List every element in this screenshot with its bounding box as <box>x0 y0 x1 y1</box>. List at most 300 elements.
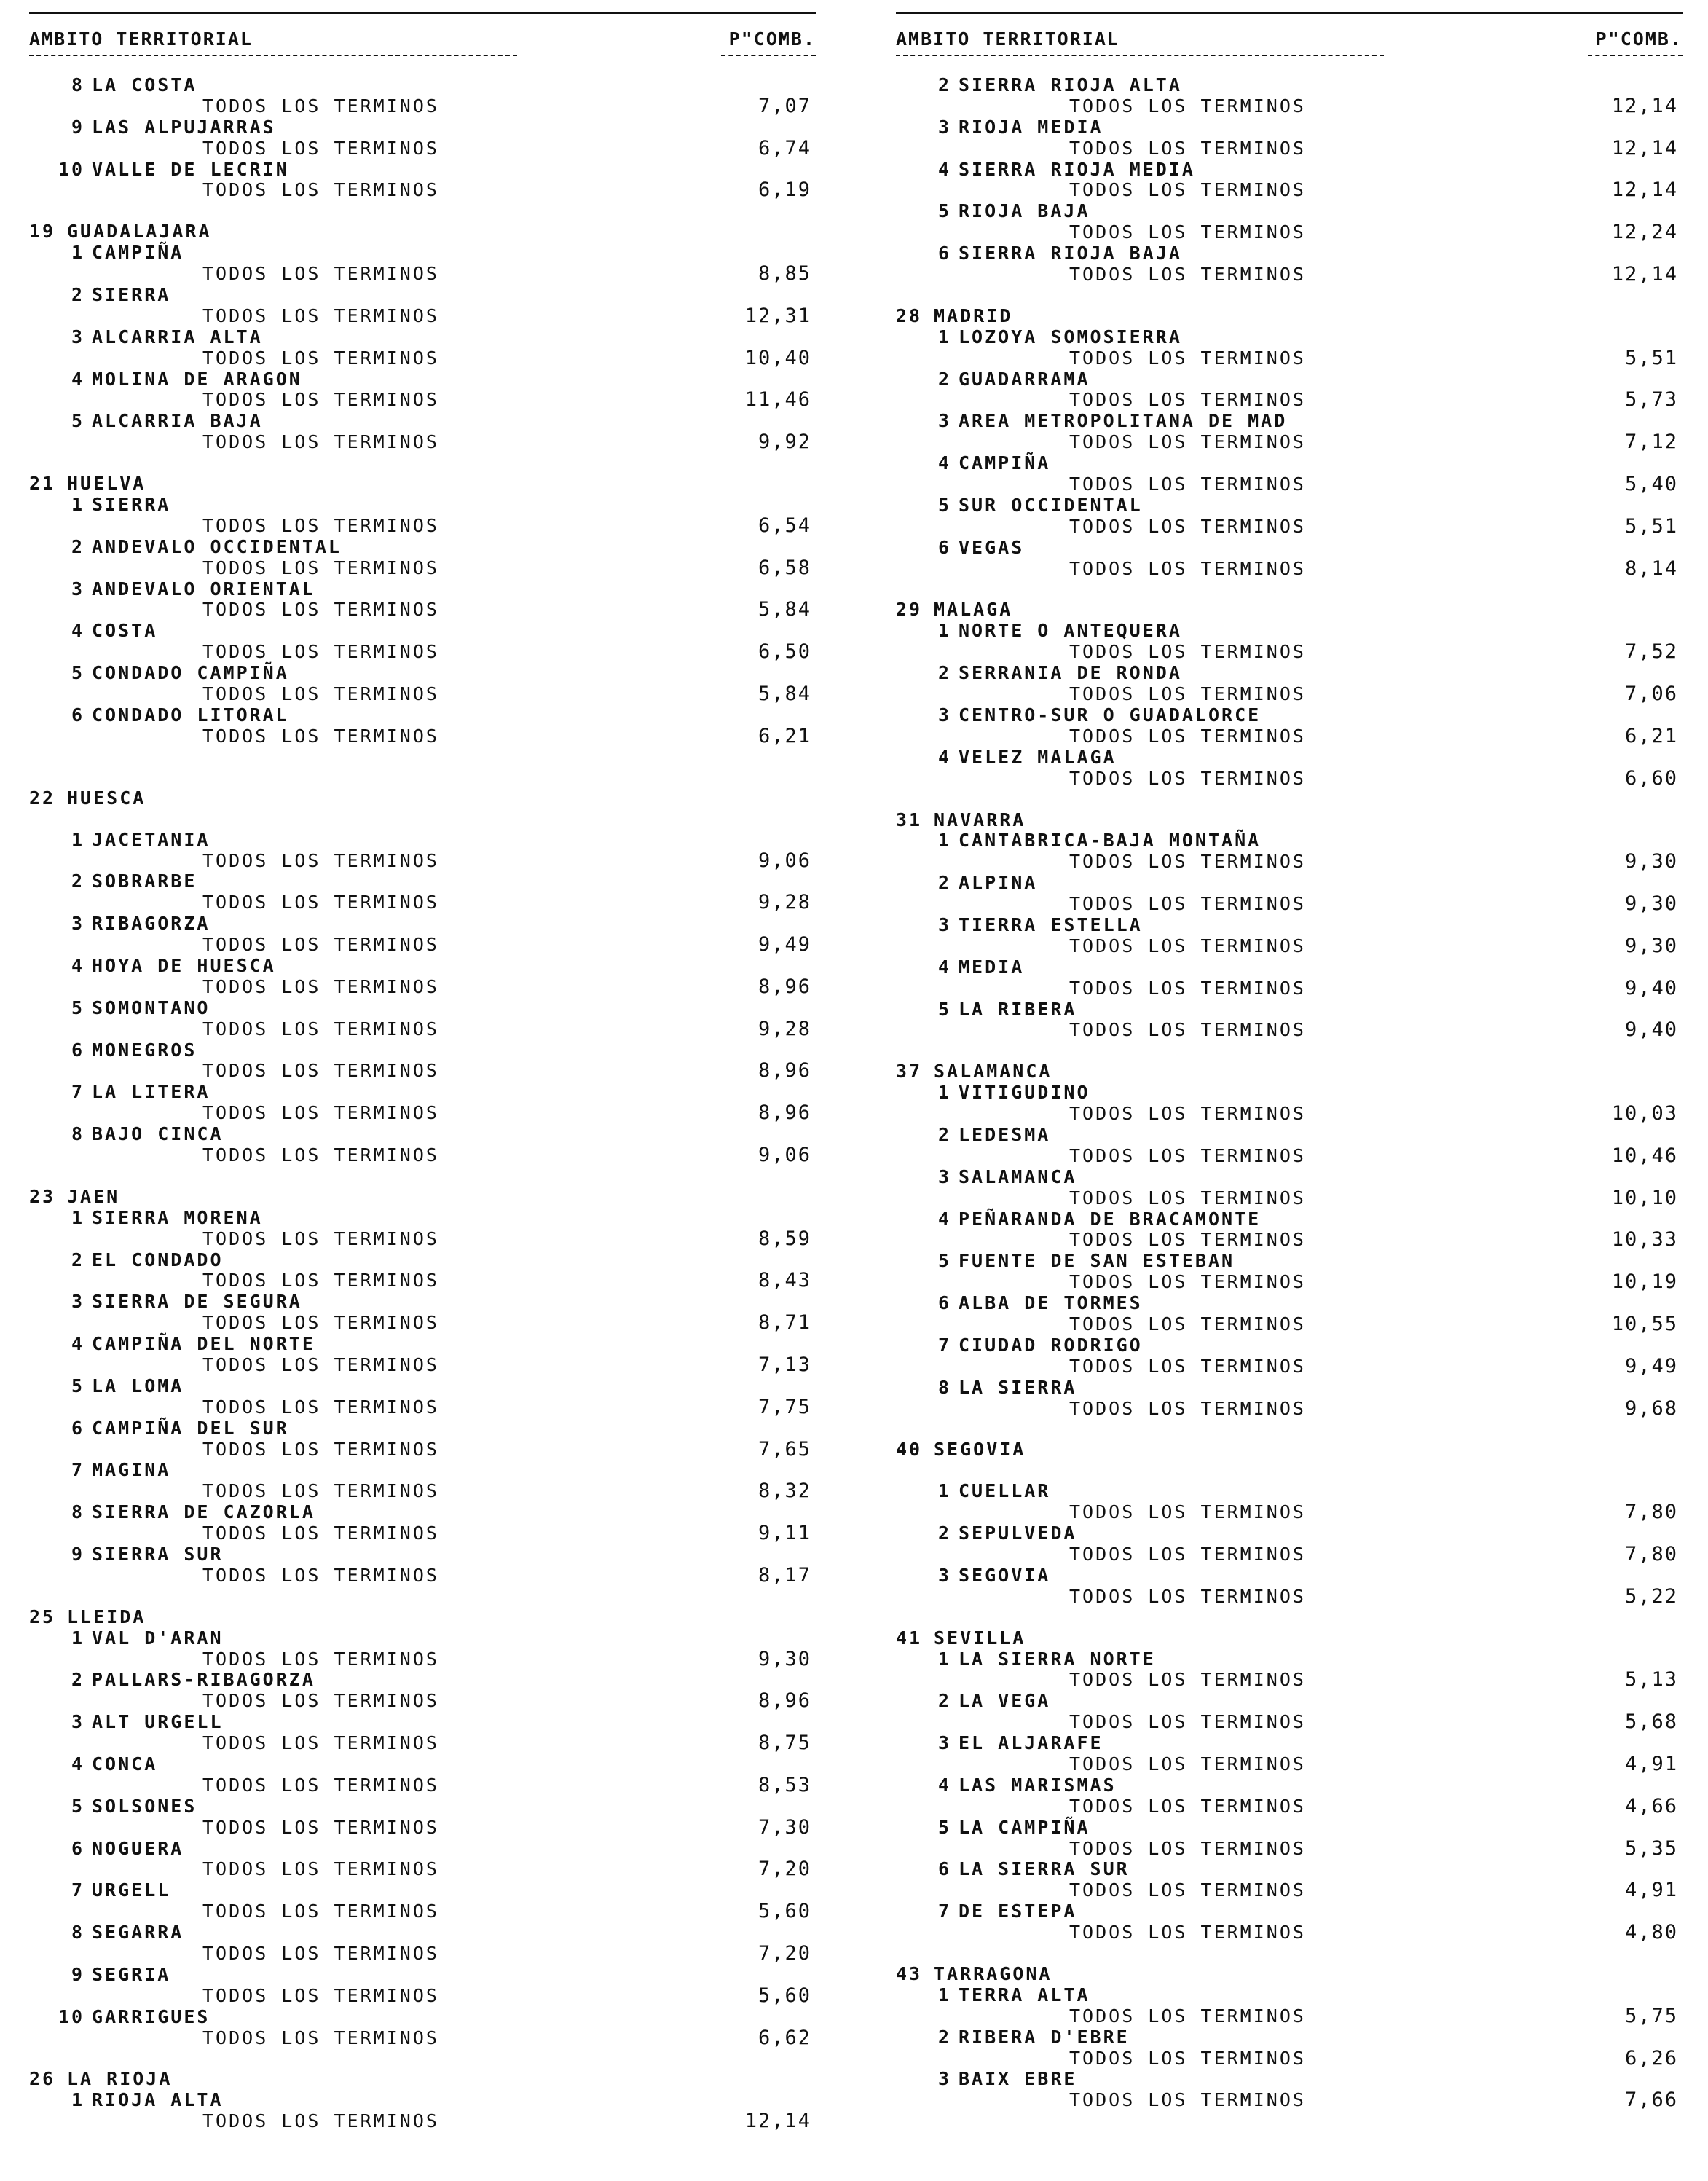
terminos-row <box>896 138 1683 160</box>
province-row <box>896 1061 1683 1082</box>
comarca-name: TERRA ALTA <box>959 1984 1090 2005</box>
terminos-label: TODOS LOS TERMINOS <box>1069 264 1306 286</box>
comarca-row <box>29 1839 816 1860</box>
terminos-row <box>896 1272 1683 1293</box>
comarca-name: SIERRA DE SEGURA <box>92 1291 302 1313</box>
comarca-row <box>896 1901 1683 1922</box>
terminos-row <box>29 1439 816 1461</box>
terminos-label: TODOS LOS TERMINOS <box>1069 515 1306 537</box>
pcomb-value: 7,80 <box>1624 1501 1678 1524</box>
comarca-name: VAL D'ARAN <box>92 1627 224 1648</box>
comarca-name: MAGINA <box>92 1459 171 1481</box>
terminos-label: TODOS LOS TERMINOS <box>1069 431 1306 453</box>
spacer <box>29 201 816 221</box>
terminos-label: TODOS LOS TERMINOS <box>202 1353 439 1375</box>
comarca-code: 5 <box>71 1375 84 1396</box>
comarca-name: LA COSTA <box>92 74 197 95</box>
comarca-name: ALT URGELL <box>92 1711 224 1733</box>
terminos-label: TODOS LOS TERMINOS <box>202 2110 439 2132</box>
terminos-label: TODOS LOS TERMINOS <box>1069 2047 1306 2069</box>
comarca-code: 4 <box>937 956 951 978</box>
terminos-label: TODOS LOS TERMINOS <box>1069 1544 1306 1565</box>
comarca-code: 3 <box>937 913 951 935</box>
terminos-row <box>29 1815 816 1839</box>
pcomb-value: 6,50 <box>757 640 811 664</box>
province-code: 43 <box>896 1963 923 1985</box>
comarca-name: ALCARRIA ALTA <box>92 326 263 347</box>
comarca-row <box>29 117 816 138</box>
comarca-name: SOLSONES <box>92 1795 197 1817</box>
pcomb-value: 9,30 <box>757 1647 811 1670</box>
terminos-label: TODOS LOS TERMINOS <box>202 431 439 453</box>
terminos-row <box>29 935 816 956</box>
terminos-label: TODOS LOS TERMINOS <box>1069 1313 1306 1335</box>
header-pcomb: P"COMB. <box>728 28 816 50</box>
comarca-code: 6 <box>937 536 951 558</box>
comarca-row <box>896 1691 1683 1712</box>
comarca-row <box>29 1502 816 1523</box>
pcomb-value: 6,19 <box>757 178 811 202</box>
comarca-code: 1 <box>937 1984 951 2005</box>
comarca-code: 3 <box>937 410 951 432</box>
comarca-code: 9 <box>71 1544 84 1565</box>
comarca-row <box>896 1293 1683 1314</box>
terminos-row <box>29 2028 816 2049</box>
comarca-code: 1 <box>937 1082 951 1104</box>
terminos-row <box>29 1944 816 1965</box>
terminos-label: TODOS LOS TERMINOS <box>202 1018 439 1040</box>
terminos-label: TODOS LOS TERMINOS <box>1069 767 1306 789</box>
comarca-row <box>29 1040 816 1061</box>
terminos-row <box>896 1314 1683 1335</box>
terminos-label: TODOS LOS TERMINOS <box>1069 137 1306 159</box>
pcomb-value: 10,10 <box>1611 1186 1678 1209</box>
comarca-row <box>896 1378 1683 1399</box>
terminos-row <box>29 1019 816 1040</box>
terminos-label: TODOS LOS TERMINOS <box>1069 1501 1306 1523</box>
comarca-name: VALLE DE LECRIN <box>92 158 289 180</box>
terminos-label: TODOS LOS TERMINOS <box>202 347 439 369</box>
terminos-row <box>29 1397 816 1418</box>
province-row <box>29 221 816 243</box>
comarca-name: JACETANIA <box>92 828 210 850</box>
comarca-code: 4 <box>71 954 84 976</box>
comarca-name: EL CONDADO <box>92 1249 224 1270</box>
comarca-name: SIERRA RIOJA BAJA <box>959 243 1182 264</box>
terminos-row <box>29 306 816 327</box>
pcomb-value: 12,14 <box>1611 136 1678 160</box>
pcomb-value: 8,96 <box>757 1059 811 1082</box>
comarca-name: LA SIERRA <box>959 1376 1077 1398</box>
terminos-label: TODOS LOS TERMINOS <box>1069 389 1306 411</box>
comarca-code: 1 <box>937 830 951 852</box>
pcomb-value: 12,14 <box>1611 178 1678 202</box>
comarca-name: MEDIA <box>959 956 1025 978</box>
comarca-row <box>29 1376 816 1397</box>
comarca-code: 1 <box>71 1206 84 1228</box>
comarca-row <box>896 1125 1683 1146</box>
comarca-row <box>896 327 1683 348</box>
terminos-label: TODOS LOS TERMINOS <box>202 263 439 285</box>
terminos-row <box>896 180 1683 201</box>
comarca-name: RIBERA D'EBRE <box>959 2026 1130 2048</box>
pcomb-value: 8,53 <box>757 1773 811 1796</box>
terminos-row <box>896 894 1683 915</box>
terminos-label: TODOS LOS TERMINOS <box>202 934 439 956</box>
comarca-name: LA LOMA <box>92 1375 184 1396</box>
terminos-row <box>29 1986 816 2007</box>
terminos-row <box>29 600 816 621</box>
comarca-code: 6 <box>71 1417 84 1439</box>
province-name: SEVILLA <box>934 1627 1026 1648</box>
comarca-row <box>896 1251 1683 1272</box>
terminos-label: TODOS LOS TERMINOS <box>1069 1144 1306 1166</box>
comarca-row <box>29 495 816 516</box>
terminos-row <box>896 516 1683 538</box>
pcomb-value: 4,91 <box>1624 1879 1678 1902</box>
comarca-code: 2 <box>71 284 84 306</box>
terminos-row <box>29 1270 816 1292</box>
pcomb-value: 10,46 <box>1611 1144 1678 1167</box>
terminos-row <box>29 348 816 369</box>
comarca-row <box>29 1250 816 1271</box>
terminos-label: TODOS LOS TERMINOS <box>1069 1019 1306 1041</box>
terminos-row <box>896 978 1683 999</box>
comarca-code: 2 <box>937 872 951 894</box>
pcomb-value: 9,68 <box>1624 1396 1678 1420</box>
terminos-row <box>29 1355 816 1376</box>
pcomb-value: 12,24 <box>1611 221 1678 244</box>
province-name: SALAMANCA <box>934 1061 1052 1082</box>
comarca-code: 1 <box>937 1648 951 1670</box>
terminos-row <box>29 1481 816 1502</box>
comarca-code: 4 <box>937 1774 951 1796</box>
province-name: HUESCA <box>67 787 146 809</box>
comarca-row <box>29 1208 816 1229</box>
comarca-row <box>896 1523 1683 1544</box>
comarca-name: LA SIERRA SUR <box>959 1858 1130 1880</box>
comarca-row <box>29 2007 816 2028</box>
spacer <box>29 1166 816 1187</box>
terminos-row <box>896 1880 1683 1901</box>
comarca-code: 4 <box>71 368 84 390</box>
terminos-row <box>29 138 816 160</box>
comarca-row <box>29 285 816 306</box>
terminos-row <box>29 96 816 117</box>
province-name: GUADALAJARA <box>67 221 212 243</box>
terminos-row <box>896 1188 1683 1209</box>
comarca-row <box>29 998 816 1019</box>
comarca-row <box>896 538 1683 559</box>
terminos-row <box>896 2006 1683 2027</box>
pcomb-value: 6,26 <box>1624 2046 1678 2070</box>
comarca-name: LAS ALPUJARRAS <box>92 116 276 138</box>
terminos-row <box>29 684 816 705</box>
comarca-code: 5 <box>937 1816 951 1838</box>
terminos-label: TODOS LOS TERMINOS <box>202 1816 439 1838</box>
spacer <box>896 1461 1683 1481</box>
pcomb-value: 6,60 <box>1624 766 1678 790</box>
terminos-row <box>896 264 1683 286</box>
terminos-row <box>29 264 816 285</box>
comarca-code: 1 <box>937 620 951 642</box>
terminos-row <box>29 1145 816 1166</box>
pcomb-value: 8,96 <box>757 1101 811 1125</box>
terminos-label: TODOS LOS TERMINOS <box>1069 851 1306 873</box>
terminos-row <box>896 726 1683 747</box>
comarca-row <box>29 579 816 600</box>
comarca-name: LEDESMA <box>959 1123 1051 1145</box>
terminos-row <box>896 642 1683 663</box>
province-code: 29 <box>896 599 923 621</box>
terminos-row <box>29 1859 816 1880</box>
pcomb-value: 10,03 <box>1611 1102 1678 1125</box>
terminos-row <box>896 852 1683 873</box>
top-rule <box>29 12 816 14</box>
terminos-label: TODOS LOS TERMINOS <box>202 683 439 705</box>
comarca-row <box>29 956 816 977</box>
comarca-name: CUELLAR <box>959 1480 1051 1502</box>
comarca-code: 1 <box>71 494 84 516</box>
pcomb-value: 9,30 <box>1624 892 1678 916</box>
comarca-row <box>896 1859 1683 1880</box>
comarca-name: SIERRA MORENA <box>92 1206 263 1228</box>
terminos-row <box>29 516 816 537</box>
province-row <box>896 1439 1683 1461</box>
terminos-label: TODOS LOS TERMINOS <box>1069 473 1306 495</box>
comarca-name: LOZOYA SOMOSIERRA <box>959 326 1182 347</box>
terminos-label: TODOS LOS TERMINOS <box>1069 1711 1306 1733</box>
comarca-code: 2 <box>937 74 951 95</box>
terminos-label: TODOS LOS TERMINOS <box>202 1901 439 1922</box>
comarca-code: 4 <box>71 620 84 642</box>
pcomb-value: 5,13 <box>1624 1668 1678 1691</box>
pcomb-value: 7,65 <box>757 1437 811 1461</box>
comarca-code: 1 <box>71 242 84 264</box>
comarca-name: AREA METROPOLITANA DE MAD <box>959 410 1288 432</box>
spacer <box>896 579 1683 600</box>
comarca-code: 9 <box>71 1963 84 1985</box>
comarca-name: BAIX EBRE <box>959 2068 1077 2090</box>
province-row <box>29 473 816 495</box>
comarca-row <box>29 1292 816 1313</box>
comarca-name: PALLARS-RIBAGORZA <box>92 1669 315 1691</box>
pcomb-value: 10,19 <box>1611 1270 1678 1294</box>
terminos-row <box>29 1523 816 1544</box>
comarca-row <box>896 2027 1683 2048</box>
comarca-name: HOYA DE HUESCA <box>92 954 276 976</box>
terminos-label: TODOS LOS TERMINOS <box>1069 1795 1306 1817</box>
terminos-label: TODOS LOS TERMINOS <box>202 1396 439 1418</box>
province-code: 28 <box>896 304 923 326</box>
comarca-name: SEGARRA <box>92 1922 184 1944</box>
comarca-name: SIERRA <box>92 494 171 516</box>
pcomb-value: 6,54 <box>757 514 811 537</box>
terminos-row <box>896 1544 1683 1565</box>
pcomb-value: 5,84 <box>757 683 811 706</box>
comarca-row <box>896 1335 1683 1356</box>
comarca-name: RIOJA ALTA <box>92 2089 224 2111</box>
terminos-label: TODOS LOS TERMINOS <box>1069 1879 1306 1901</box>
comarca-row <box>896 201 1683 222</box>
comarca-name: SIERRA <box>92 284 171 306</box>
terminos-label: TODOS LOS TERMINOS <box>1069 2005 1306 2027</box>
comarca-code: 9 <box>71 116 84 138</box>
left-column <box>29 12 816 2132</box>
comarca-code: 7 <box>71 1459 84 1481</box>
comarca-code: 7 <box>71 1879 84 1901</box>
comarca-code: 3 <box>937 704 951 726</box>
comarca-name: PEÑARANDA DE BRACAMONTE <box>959 1208 1262 1230</box>
terminos-row <box>896 1712 1683 1733</box>
pcomb-value: 8,75 <box>757 1732 811 1755</box>
comarca-name: SOBRARBE <box>92 871 197 892</box>
pcomb-value: 11,46 <box>744 388 811 412</box>
comarca-name: CAMPIÑA <box>959 452 1051 474</box>
comarca-name: CONDADO CAMPIÑA <box>92 662 289 684</box>
province-name: NAVARRA <box>934 809 1026 830</box>
comarca-row <box>896 1481 1683 1502</box>
terminos-label: TODOS LOS TERMINOS <box>202 304 439 326</box>
terminos-label: TODOS LOS TERMINOS <box>1069 557 1306 579</box>
comarca-row <box>896 663 1683 684</box>
terminos-label: TODOS LOS TERMINOS <box>1069 1229 1306 1251</box>
terminos-row <box>29 390 816 411</box>
pcomb-value: 5,51 <box>1624 514 1678 538</box>
comarca-code: 3 <box>937 116 951 138</box>
comarca-row <box>29 1334 816 1355</box>
province-row <box>896 306 1683 327</box>
province-name: SEGOVIA <box>934 1439 1026 1461</box>
comarca-code: 5 <box>937 998 951 1020</box>
terminos-row <box>896 1356 1683 1378</box>
province-name: MADRID <box>934 304 1013 326</box>
header-ambito: AMBITO TERRITORIAL <box>29 28 253 50</box>
comarca-name: CANTABRICA-BAJA MONTAÑA <box>959 830 1262 852</box>
pcomb-value: 12,14 <box>744 2110 811 2133</box>
comarca-code: 4 <box>71 1333 84 1355</box>
terminos-row <box>29 726 816 747</box>
comarca-name: SIERRA RIOJA ALTA <box>959 74 1182 95</box>
pcomb-value: 7,66 <box>1624 2088 1678 2112</box>
comarca-name: CIUDAD RODRIGO <box>959 1334 1143 1356</box>
terminos-label: TODOS LOS TERMINOS <box>1069 725 1306 747</box>
spacer <box>29 2048 816 2069</box>
terminos-row <box>29 1901 816 1922</box>
pcomb-value: 5,35 <box>1624 1836 1678 1860</box>
terminos-label: TODOS LOS TERMINOS <box>202 1480 439 1502</box>
terminos-label: TODOS LOS TERMINOS <box>1069 1669 1306 1691</box>
terminos-label: TODOS LOS TERMINOS <box>1069 1103 1306 1125</box>
comarca-name: CENTRO-SUR O GUADALORCE <box>959 704 1262 726</box>
comarca-code: 2 <box>71 1669 84 1691</box>
spacer <box>896 790 1683 810</box>
province-code: 19 <box>29 221 56 243</box>
comarca-code: 1 <box>937 1480 951 1502</box>
province-code: 26 <box>29 2068 56 2090</box>
terminos-label: TODOS LOS TERMINOS <box>202 1144 439 1166</box>
comarca-row <box>896 1565 1683 1587</box>
province-code: 23 <box>29 1185 56 1207</box>
terminos-row <box>896 1670 1683 1691</box>
comarca-row <box>896 1775 1683 1796</box>
comarca-name: SIERRA DE CAZORLA <box>92 1501 315 1523</box>
terminos-label: TODOS LOS TERMINOS <box>202 1438 439 1460</box>
top-rule <box>896 12 1683 14</box>
terminos-label: TODOS LOS TERMINOS <box>1069 683 1306 705</box>
comarca-name: VEGAS <box>959 536 1025 558</box>
terminos-label: TODOS LOS TERMINOS <box>1069 95 1306 117</box>
comarca-row <box>29 621 816 642</box>
pcomb-value: 7,06 <box>1624 683 1678 706</box>
terminos-label: TODOS LOS TERMINOS <box>202 1732 439 1754</box>
comarca-row <box>29 1124 816 1145</box>
terminos-label: TODOS LOS TERMINOS <box>202 1943 439 1965</box>
pcomb-value: 6,58 <box>757 556 811 579</box>
comarca-code: 3 <box>937 1166 951 1187</box>
pcomb-value: 8,71 <box>757 1311 811 1335</box>
pcomb-value: 4,80 <box>1624 1921 1678 1944</box>
pcomb-value: 9,06 <box>757 1143 811 1166</box>
province-code: 37 <box>896 1061 923 1082</box>
terminos-label: TODOS LOS TERMINOS <box>202 1060 439 1082</box>
terminos-row <box>896 390 1683 411</box>
comarca-row <box>29 243 816 264</box>
terminos-label: TODOS LOS TERMINOS <box>202 641 439 663</box>
comarca-name: VELEZ MALAGA <box>959 746 1117 768</box>
comarca-row <box>29 537 816 558</box>
terminos-row <box>896 1020 1683 1041</box>
terminos-row <box>29 1649 816 1670</box>
comarca-row <box>29 1628 816 1649</box>
pcomb-value: 9,49 <box>757 933 811 956</box>
spacer <box>29 768 816 788</box>
terminos-row <box>896 348 1683 369</box>
comarca-code: 5 <box>937 1250 951 1272</box>
comarca-row <box>896 1209 1683 1230</box>
comarca-row <box>29 411 816 432</box>
comarca-name: RIOJA BAJA <box>959 200 1090 222</box>
terminos-row <box>29 1061 816 1082</box>
comarca-row <box>29 1670 816 1691</box>
comarca-name: CAMPIÑA DEL SUR <box>92 1417 289 1439</box>
comarca-name: SEGRIA <box>92 1963 171 1985</box>
comarca-code: 3 <box>71 578 84 600</box>
terminos-label: TODOS LOS TERMINOS <box>1069 2089 1306 2111</box>
province-code: 22 <box>29 787 56 809</box>
province-row <box>896 600 1683 621</box>
spacer <box>29 1587 816 1607</box>
pcomb-value: 5,75 <box>1624 2004 1678 2027</box>
terminos-row <box>896 2090 1683 2111</box>
pcomb-value: 9,40 <box>1624 976 1678 999</box>
comarca-code: 1 <box>937 326 951 347</box>
comarca-name: DE ESTEPA <box>959 1901 1077 1922</box>
comarca-name: SEPULVEDA <box>959 1522 1077 1544</box>
comarca-row <box>896 1733 1683 1754</box>
comarca-code: 8 <box>71 74 84 95</box>
right-column <box>896 12 1683 2111</box>
pcomb-value: 9,28 <box>757 1017 811 1040</box>
comarca-row <box>896 830 1683 852</box>
terminos-label: TODOS LOS TERMINOS <box>202 1984 439 2006</box>
terminos-label: TODOS LOS TERMINOS <box>202 1227 439 1249</box>
comarca-row <box>896 1818 1683 1839</box>
pcomb-value: 8,96 <box>757 975 811 998</box>
comarca-row <box>29 1922 816 1944</box>
pcomb-value: 9,28 <box>757 891 811 914</box>
right-entries <box>896 75 1683 2111</box>
